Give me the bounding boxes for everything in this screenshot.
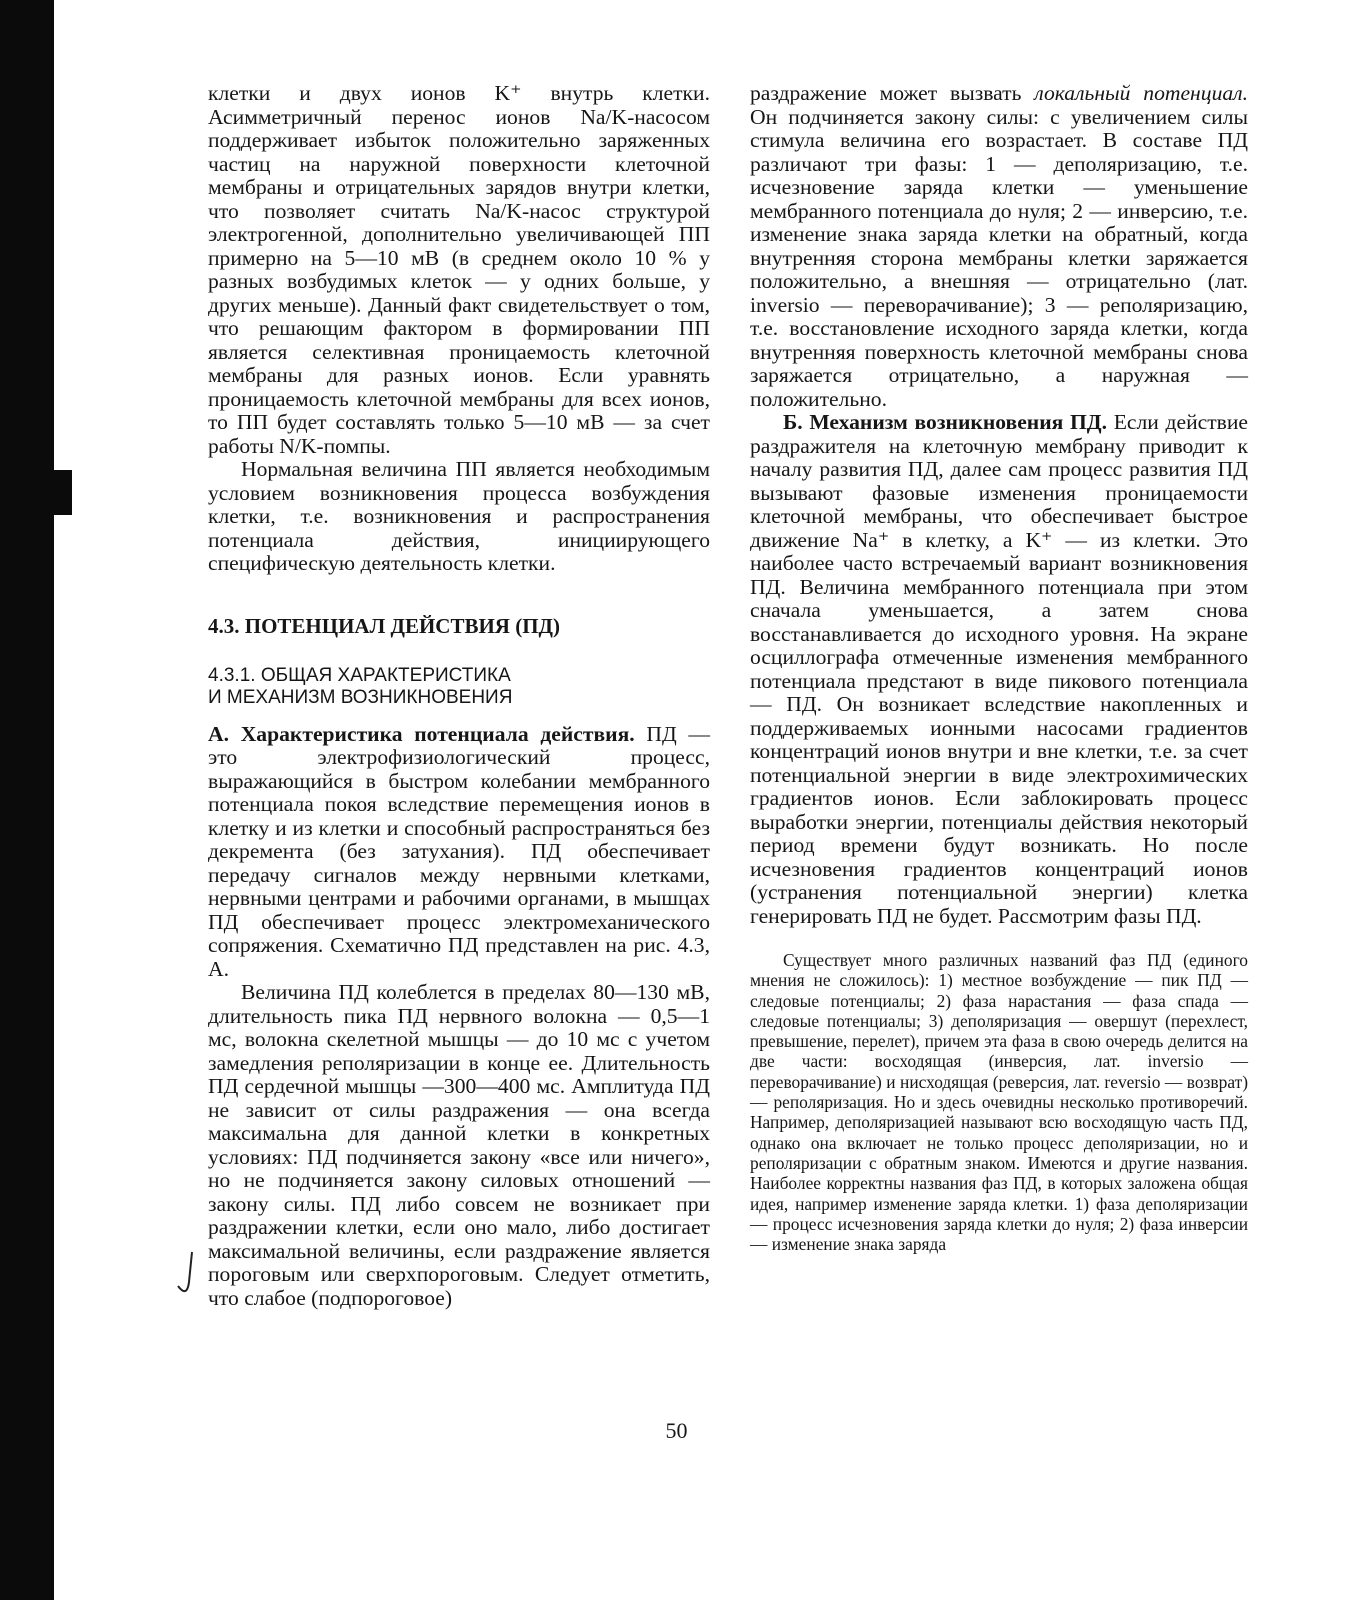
left-column <box>208 82 710 1310</box>
page-number: 50 <box>665 1418 688 1443</box>
right-paragraph-2 <box>750 411 1248 928</box>
local-potential-term: локальный потенциал. <box>1034 81 1248 105</box>
small-print-note: Существует много различных названий фаз ПД (единого мнения не сложилось): 1) местное возбуждение — пик ПД — следовые потенциалы; 2) фаза нарастания — фаза спада — следовые потенциалы; 3) деполяризация — овершут (перехлест, превышение, перелет), причем эта фаза в свою очередь делится на две части: восходящая (инверсия, лат. inversio — переворачивание) и нисходящая (реверсия, лат. reversio — возврат) — реполяризация. Но и здесь очевидны несколько противоречий. Например, деполяризацией называют всю восходящую часть ПД, однако она включает не только процесс деполяризации, но и реполяризации с обратным знаком. Имеются и другие названия. Наиболее корректны названия фаз ПД, в которых заложена общая идея, например изменение заряда клетки. 1) фаза деполяризации — процесс исчезновения заряда клетки до нуля; 2) фаза инверсии — изменение знака заряда <box>750 950 1248 1255</box>
scan-edge-shadow <box>0 0 54 1600</box>
right-paragraph-2-text: Если действие раздражителя на клеточную мембрану приводит к началу развития ПД, далее сам процесс развития ПД вызывают фазовые изменения проницаемости клеточной мембраны, что обеспечивает быстрое движение Na⁺ в клетку, а K⁺ — из клетки. Это наиболее часто встречаемый вариант возникновения ПД. Величина мембранного потенциала при этом сначала уменьшается, а затем снова восстанавливается до исходного уровня. На экране осциллографа отмеченные изменения мембранного потенциала предстают в виде пикового потенциала — ПД. Он возникает вследствие накопленных и поддерживаемых ионными насосами градиентов концентраций ионов внутри и вне клетки, т.е. за счет потенциальной энергии в виде электрохимических градиентов ионов. Если заблокировать процесс выработки энергии, потенциалы действия некоторый период времени будут возникать. Но после исчезновения градиентов концентраций ионов (устранения потенциальной энергии) клетка генерировать ПД не будет. Рассмотрим фазы ПД. <box>750 410 1248 928</box>
left-paragraph-4: Величина ПД колеблется в пределах 80—130 мВ, длительность пика ПД нервного волокна — 0,5—1 мс, волокна скелетной мышцы — до 10 мс с учетом замедления реполяризации в конце ее. Длительность ПД сердечной мышцы —300—400 мс. Амплитуда ПД не зависит от силы раздражения — она всегда максимальна для данной клетки в конкретных условиях: ПД подчиняется закону «все или ничего», но не подчиняется закону силовых отношений — закону силы. ПД либо совсем не возникает при раздражении клетки, если оно мало, либо достигает максимальной величины, если раздражение является пороговым или сверхпороговым. Следует отметить, что слабое (подпороговое) <box>208 980 710 1310</box>
section-heading: 4.3. ПОТЕНЦИАЛ ДЕЙСТВИЯ (ПД) <box>208 613 560 638</box>
scan-edge-notch <box>54 470 72 515</box>
left-paragraph-3-text: ПД — это электрофизиологический процесс, выражающийся в быстром колебании мембранного потенциала покоя вследствие перемещения ионов в клетку и из клетки и способный распространяться без декремента (без затухания). ПД обеспечивает передачу сигналов между нервными клетками, нервными центрами и рабочими органами, в мышцах ПД обеспечивает процесс электромеханического сопряжения. Схематично ПД представлен на рис. 4.3, А. <box>208 721 710 981</box>
subsection-b-lead: Б. Механизм возникновения ПД. <box>783 410 1108 434</box>
right-paragraph-1-rest: Он подчиняется закону силы: с увеличением силы стимула величина его возрастает. В составе ПД различают три фазы: 1 — деполяризацию, т.е. исчезновение заряда клетки — уменьшение мембранного потенциала до нуля; 2 — инверсию, т.е. изменение знака заряда клетки на обратный, когда внутренняя сторона мембраны клетки заряжается положительно, а внешняя — отрицательно (лат. inversio — переворачивание); 3 — реполяризацию, т.е. восстановление исходного заряда клетки, когда внутренняя поверхность клеточной мембраны снова заряжается отрицательно, а наружная — положительно. <box>750 104 1248 411</box>
right-paragraph-1 <box>750 82 1248 411</box>
left-paragraph-2: Нормальная величина ПП является необходимым условием возникновения процесса возбуждения клетки, т.е. возникновения и распространения потенциала действия, инициирующего специфическую деятельность клетки. <box>208 457 710 575</box>
right-paragraph-1-start: раздражение может вызвать <box>750 81 1035 105</box>
left-paragraph-3 <box>208 723 710 982</box>
left-paragraph-1: клетки и двух ионов K⁺ внутрь клетки. Асимметричный перенос ионов Na/K-насосом поддерживает избыток положительно заряженных частиц на наружной поверхности клеточной мембраны и отрицательных зарядов внутри клетки, что позволяет считать Na/K-насос структурой электрогенной, дополнительно увеличивающей ПП примерно на 5—10 мВ (в среднем около 10 % у разных возбудимых клеток — у одних больше, у других меньше). Данный факт свидетельствует о том, что решающим фактором в формировании ПП является селективная проницаемость клеточной мембраны для разных ионов. Если уравнять проницаемость клеточной мембраны для всех ионов, то ПП будет составлять только 5—10 мВ — за счет работы N/K-помпы. <box>208 81 710 458</box>
subsection-heading-line-1: 4.3.1. ОБЩАЯ ХАРАКТЕРИСТИКА <box>208 664 511 686</box>
right-column <box>750 82 1248 1254</box>
margin-pencil-mark <box>170 1248 202 1308</box>
subsection-a-lead: А. Характеристика потенциала действия. <box>208 721 635 746</box>
subsection-heading-line-2: И МЕХАНИЗМ ВОЗНИКНОВЕНИЯ <box>208 686 513 708</box>
